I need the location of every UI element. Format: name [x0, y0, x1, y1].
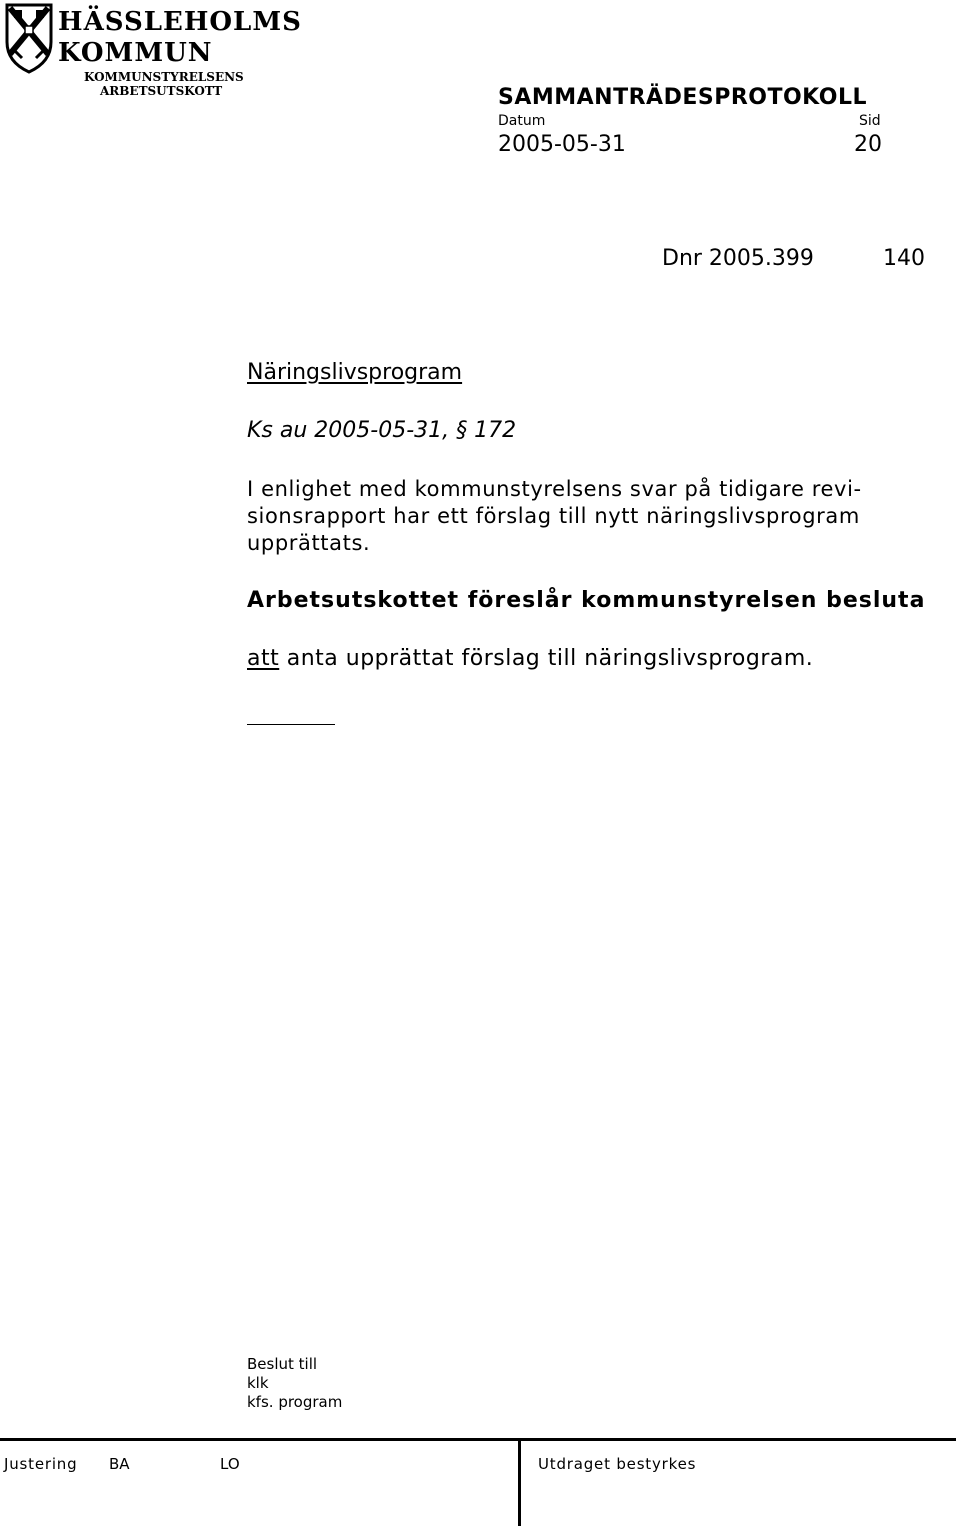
page-label: Sid	[859, 113, 881, 129]
justering-label: Justering	[4, 1455, 78, 1473]
logo-line-hassleholms: HÄSSLEHOLMS	[58, 7, 302, 37]
justering-initials-lo: LO	[220, 1455, 240, 1473]
body-line: I enlighet med kommunstyrelsens svar på tidigare revi-	[247, 477, 862, 501]
section-separator	[247, 724, 335, 725]
body-line: upprättats.	[247, 531, 371, 555]
decision-line	[247, 646, 813, 671]
body-line: sionsrapport har ett förslag till nytt näringslivsprogram	[247, 504, 860, 528]
footer-divider	[0, 1438, 956, 1441]
distribution-list	[247, 1355, 342, 1412]
decision-text: anta upprättat förslag till näringslivsprogram.	[279, 646, 814, 671]
reference-line: Ks au 2005-05-31, § 172	[247, 418, 517, 443]
distribution-item: kfs. program	[247, 1393, 343, 1411]
date-label: Datum	[498, 113, 546, 129]
logo-line-kommun: KOMMUN	[58, 38, 213, 68]
municipality-logo	[4, 2, 302, 98]
paragraph-number: 140	[883, 246, 925, 271]
municipal-crest-icon	[4, 2, 54, 74]
footer-column-divider	[518, 1438, 521, 1526]
meeting-date: 2005-05-31	[498, 132, 626, 157]
document-title: SAMMANTRÄDESPROTOKOLL	[498, 85, 867, 110]
case-number: Dnr 2005.399	[662, 246, 814, 271]
subject-heading: Näringslivsprogram	[247, 360, 463, 385]
body-paragraph	[247, 476, 907, 557]
proposal-heading: Arbetsutskottet föreslår kommunstyrelsen besluta	[247, 588, 926, 613]
logo-line-arbetsutskott: ARBETSUTSKOTT	[100, 84, 223, 98]
certified-extract-label: Utdraget bestyrkes	[538, 1455, 697, 1473]
distribution-heading: Beslut till	[247, 1355, 318, 1373]
distribution-item: klk	[247, 1374, 269, 1392]
decision-att-keyword: att	[247, 646, 280, 671]
page-number: 20	[854, 132, 882, 157]
logo-line-kommunstyrelsens: KOMMUNSTYRELSENS	[84, 70, 244, 84]
justering-initials-ba: BA	[109, 1455, 130, 1473]
